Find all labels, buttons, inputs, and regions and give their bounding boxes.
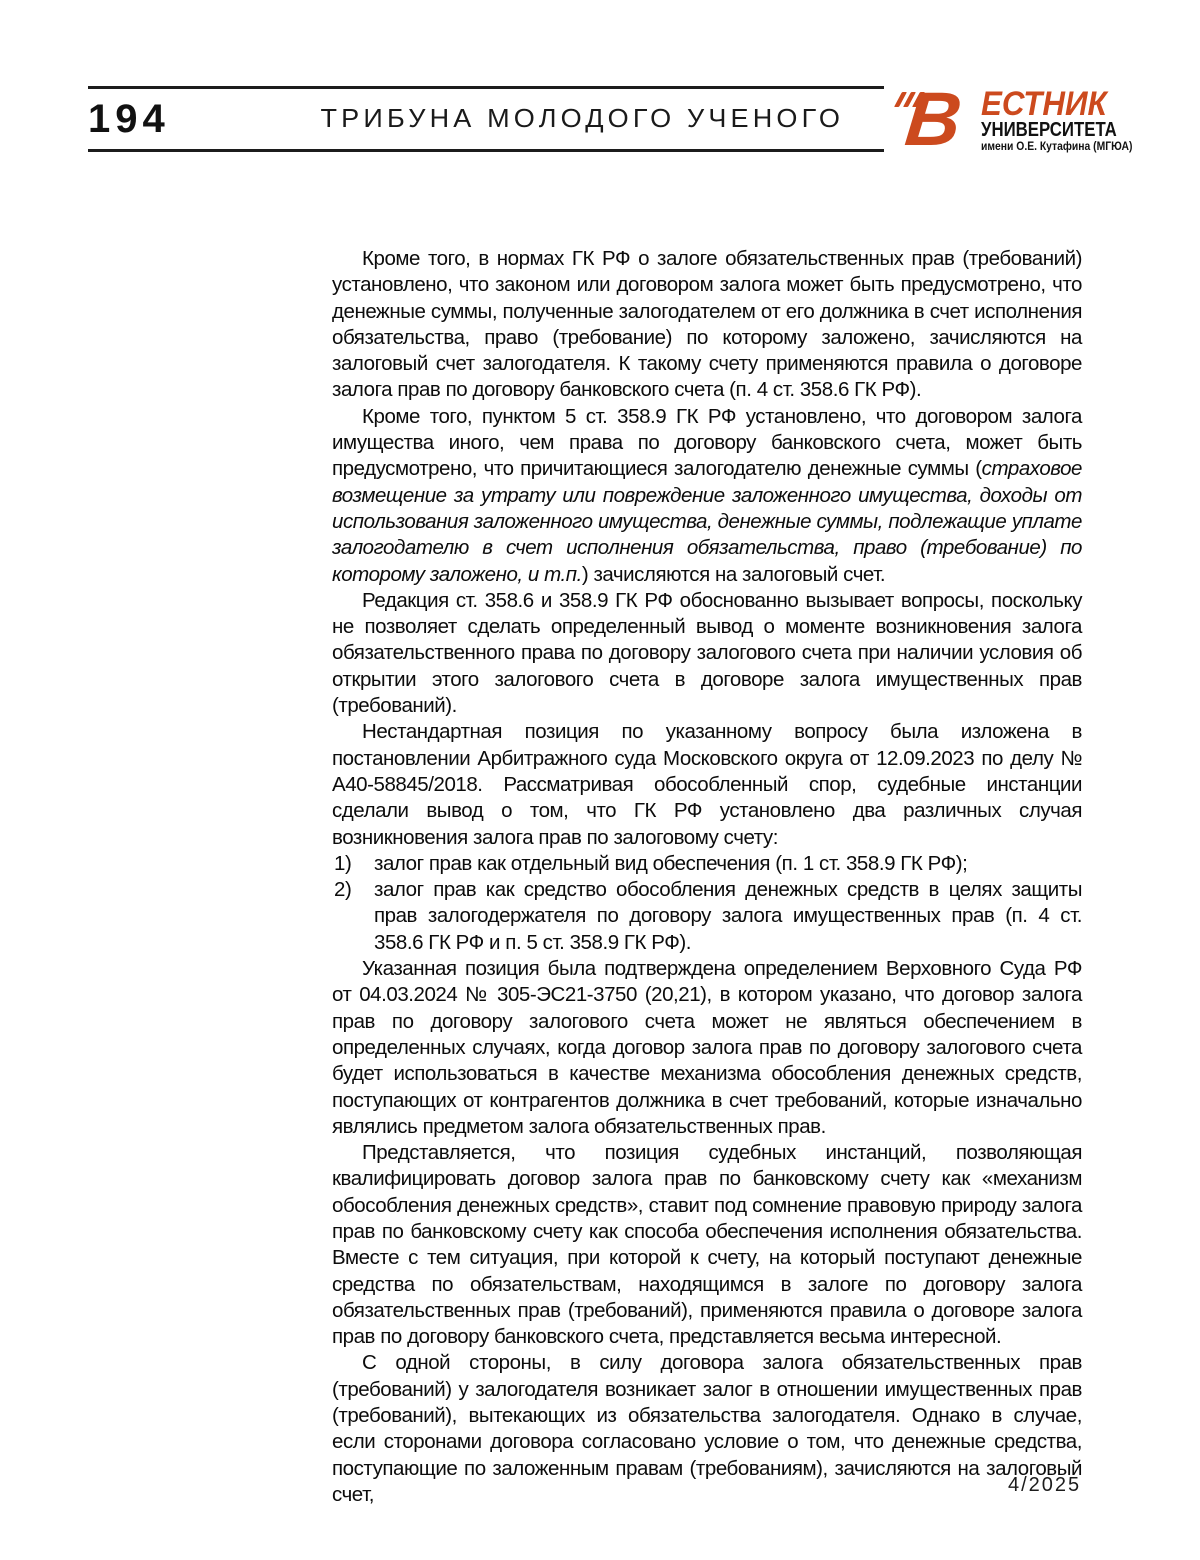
text-segment: залог прав как средство обособления денежных средств в целях защиты прав залогодержателя по договору залога имущественных прав (п. 4 ст. 358.6 ГК РФ и п. 5 ст. 358.9 ГК РФ). — [374, 878, 1082, 954]
italic-text-segment: страховое возмещение за утрату или повреждение заложенного имущества, доходы от использования заложенного имущества, денежные суммы, подлежащие уплате залогодателю в счет исполнения обязательства, право (требование) по которому заложено, и т.п. — [332, 457, 1082, 586]
list-marker: 1) — [334, 851, 352, 875]
logo-letter-v: В — [901, 77, 966, 162]
list-item — [332, 877, 1082, 956]
running-head: ТРИБУНА МОЛОДОГО УЧЕНОГО — [320, 103, 845, 133]
text-segment: Представляется, что позиция судебных инстанций, позволяющая квалифицировать договор залога прав по банковскому счету как «механизм обособления денежных средств», ставит под сомнение правовую природу залога прав по банковскому счету как способа обеспечения исполнения обязательства. Вместе с тем ситуация, при которой к счету, на который поступают денежные средства по обязательствам, находящимся в залоге по договору залога обязательственных прав (требований), применяются правила о договоре залога прав по договору банковского счета, представляется весьма интересной. — [332, 1141, 1082, 1349]
article-body — [332, 246, 1082, 1508]
logo-word-universiteta: УНИВЕРСИТЕТА — [981, 119, 1117, 141]
paragraph — [332, 1350, 1082, 1508]
text-segment: Редакция ст. 358.6 и 358.9 ГК РФ обоснованно вызывает вопросы, поскольку не позволяет сделать определенный вывод о моменте возникновения залога обязательственного права по договору залогового счета при наличии условия об открытии этого залогового счета в договоре залога имущественных прав (требований). — [332, 588, 1082, 718]
list-marker: 2) — [334, 878, 352, 902]
text-segment: Кроме того, в нормах ГК РФ о залоге обязательственных прав (требований) установлено, что законом или договором залога может быть предусмотрено, что денежные суммы, полученные залогодателем от его должника в счет исполнения обязательства, право (требование) по которому заложено, зачисляются на залоговый счет залогодателя. К такому счету применяются правила о договоре залога прав по договору банковского счета (п. 4 ст. 358.6 ГК РФ). — [332, 247, 1082, 402]
text-segment: Кроме того, пунктом 5 ст. 358.9 ГК РФ установлено, что договором залога имущества иного, чем права по договору банковского счета, может быть предусмотрено, что причитающиеся залогодателю денежные суммы ( — [332, 404, 1082, 481]
footer-issue-number: 4/2025 — [1008, 1474, 1082, 1496]
paragraph — [332, 956, 1082, 1140]
paragraph — [332, 246, 1082, 404]
journal-logo — [884, 77, 1133, 168]
logo-subtitle: имени О.Е. Кутафина (МГЮА) — [981, 141, 1133, 153]
page-number: 194 — [88, 97, 170, 141]
logo-word-vestnik: ЕСТНИК — [981, 85, 1107, 123]
list-item — [332, 851, 1082, 877]
logo-wordmark — [981, 85, 1149, 154]
text-segment: Нестандартная позиция по указанному вопросу была изложена в постановлении Арбитражного суда Московского округа от 12.09.2023 по делу № А40-58845/2018. Рассматривая обособленный спор, судебные инстанции сделали вывод о том, что ГК РФ установлено два различных случая возникновения залога прав по залоговому счету: — [332, 720, 1082, 849]
paragraph — [332, 719, 1082, 850]
paragraph — [332, 588, 1082, 719]
paragraph — [332, 1140, 1082, 1350]
paragraph — [332, 404, 1082, 588]
text-segment: ) зачисляются на залоговый счет. — [581, 562, 886, 586]
text-segment: Указанная позиция была подтверждена определением Верховного Суда РФ от 04.03.2024 № 305-ЭС21-3750 (20,21), в котором указано, что договор залога прав по договору залогового счета может не являться обеспечением в определенных случаях, когда договор залога прав по договору залогового счета будет использоваться в качестве механизма обособления денежных средств, поступающих от контрагентов должника в счет требований, которые изначально являлись предметом залога обязательственных прав. — [332, 957, 1082, 1138]
text-segment: залог прав как отдельный вид обеспечения (п. 1 ст. 358.9 ГК РФ); — [374, 851, 968, 875]
text-segment: С одной стороны, в силу договора залога обязательственных прав (требований) у залогодателя возникает залог в отношении имущественных прав (требований), вытекающих из обязательства залогодателя. Однако в случае, если сторонами договора согласовано условие о том, что денежные средства, поступающие по заложенным правам (требованиям), зачисляются на залоговый счет, — [332, 1351, 1082, 1506]
